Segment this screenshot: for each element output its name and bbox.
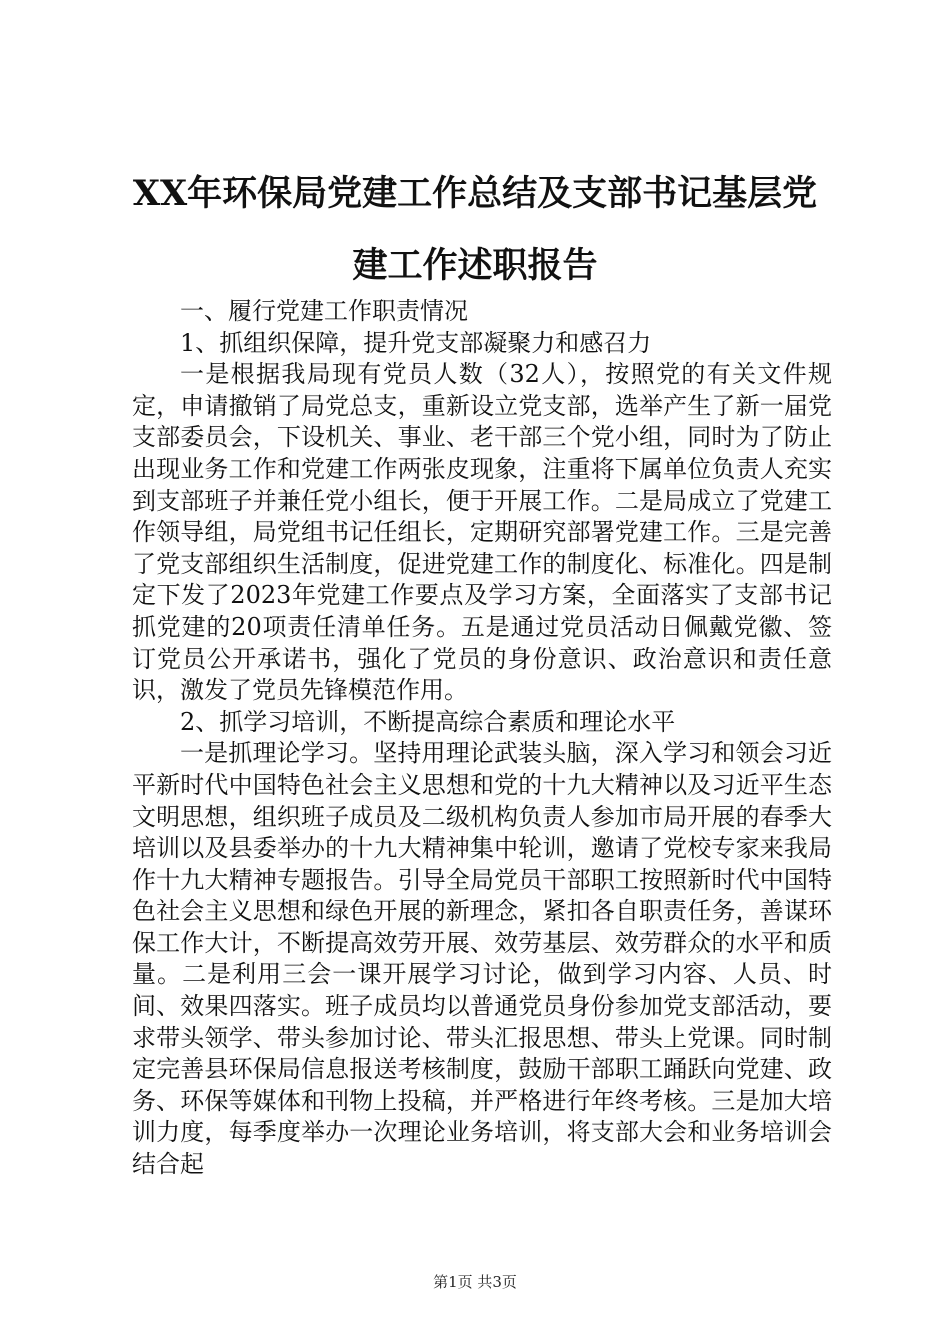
subsection-heading: 2、抓学习培训，不断提高综合素质和理论水平: [180, 707, 676, 736]
section-heading: 一、履行党建工作职责情况: [180, 297, 468, 325]
document-body: [132, 296, 832, 1181]
body-paragraph: 一是根据我局现有党员人数（32人），按照党的有关文件规定，申请撤销了局党总支，重新设立党支部，选举产生了新一届党支部委员会，下设机关、事业、老干部三个党小组，同时为了防止出现业务工作和党建工作两张皮现象，注重将下属单位负责人充实到支部班子并兼任党小组长，便于开展工作。二是局成立了党建工作领导组，局党组书记任组长，定期研究部署党建工作。三是完善了党支部组织生活制度，促进党建工作的制度化、标准化。四是制定下发了2023年党建工作要点及学习方案，全面落实了支部书记抓党建的20项责任清单任务。五是通过党员活动日佩戴党徽、签订党员公开承诺书，强化了党员的身份意识、政治意识和责任意识，激发了党员先锋模范作用。: [132, 360, 832, 705]
page-footer: 第1页 共3页: [433, 1273, 517, 1291]
body-paragraph: 一是抓理论学习。坚持用理论武装头脑，深入学习和领会习近平新时代中国特色社会主义思想和党的十九大精神以及习近平生态文明思想，组织班子成员及二级机构负责人参加市局开展的春季大培训以及县委举办的十九大精神集中轮训，邀请了党校专家来我局作十九大精神专题报告。引导全局党员干部职工按照新时代中国特色社会主义思想和绿色开展的新理念，紧扣各自职责任务，善谋环保工作大计，不断提高效劳开展、效劳基层、效劳群众的水平和质量。二是利用三会一课开展学习讨论，做到学习内容、人员、时间、效果四落实。班子成员均以普通党员身份参加党支部活动，要求带头领学、带头参加讨论、带头汇报思想、带头上党课。同时制定完善县环保局信息报送考核制度，鼓励干部职工踊跃向党建、政务、环保等媒体和刊物上投稿，并严格进行年终考核。三是加大培训力度，每季度举办一次理论业务培训，将支部大会和业务培训会结合起: [132, 739, 832, 1179]
document-title: XX年环保局党建工作总结及支部书记基层党建工作述职报告: [132, 173, 818, 286]
subsection-heading: 1、抓组织保障，提升党支部凝聚力和感召力: [180, 328, 652, 357]
